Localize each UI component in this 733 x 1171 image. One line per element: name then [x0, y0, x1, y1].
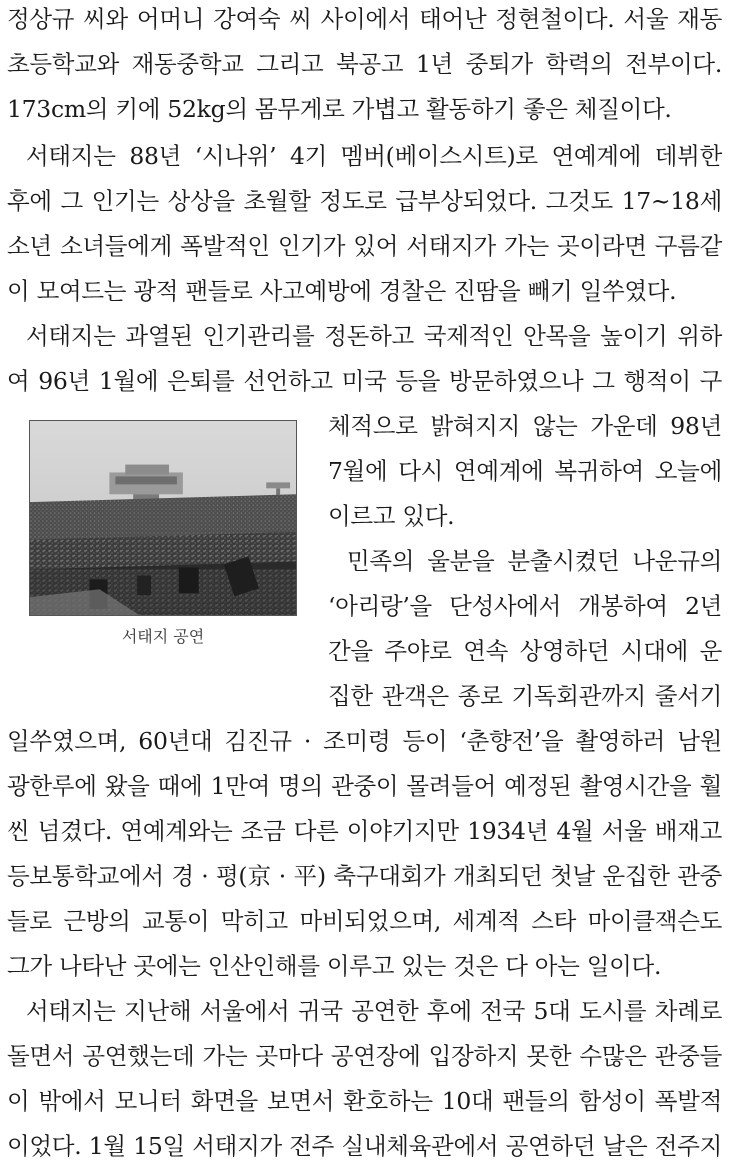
- text-line: 소년 소녀들에게 폭발적인 인기가 있어 서태지가 가는 곳이라면 구름같: [7, 232, 722, 260]
- text-line: 서태지는 지난해 서울에서 귀국 공연한 후에 전국 5대 도시를 차례로: [26, 997, 722, 1025]
- text-line: 일쑤였으며, 60년대 김진규 · 조미령 등이 ‘춘향전’을 촬영하러 남원: [7, 727, 722, 755]
- text-line: 서태지는 88년 ‘시나위’ 4기 멤버(베이스시트)로 연예계에 데뷔한: [26, 142, 722, 170]
- text-line: 광한루에 왔을 때에 1만여 명의 관중이 몰려들어 예정된 촬영시간을 훨: [7, 772, 722, 800]
- text-line: 7월에 다시 연예계에 복귀하여 오늘에: [328, 457, 722, 485]
- text-line: 등보통학교에서 경 · 평(京 · 平) 축구대회가 개최되던 첫날 운집한 관중: [7, 862, 722, 890]
- text-line: 이르고 있다.: [328, 502, 455, 530]
- text-line: ‘아리랑’을 단성사에서 개봉하여 2년: [328, 592, 722, 620]
- text-line: 정상규 씨와 어머니 강여숙 씨 사이에서 태어난 정현철이다. 서울 재동: [7, 5, 722, 33]
- text-line: 이 모여드는 광적 팬들로 사고예방에 경찰은 진땀을 빼기 일쑤였다.: [7, 277, 677, 305]
- text-line: 씬 넘겼다. 연예계와는 조금 다른 이야기지만 1934년 4월 서울 배재고: [7, 817, 722, 845]
- text-line: 173cm의 키에 52kg의 몸무게로 가볍고 활동하기 좋은 체질이다.: [7, 95, 672, 123]
- text-line: 들로 근방의 교통이 막히고 마비되었으며, 세계적 스타 마이클잭슨도: [7, 907, 722, 935]
- concert-photo: [29, 420, 297, 616]
- text-line: 간을 주야로 연속 상영하던 시대에 운: [328, 637, 722, 665]
- figure-caption: 서태지 공연: [121, 627, 205, 646]
- text-line: 이었다. 1월 15일 서태지가 전주 실내체육관에서 공연하던 날은 전주지: [7, 1132, 722, 1160]
- text-line: 초등학교와 재동중학교 그리고 북공고 1년 중퇴가 학력의 전부이다.: [7, 50, 722, 78]
- text-line: 집한 관객은 종로 기독회관까지 줄서기: [328, 682, 722, 710]
- text-line: 돌면서 공연했는데 가는 곳마다 공연장에 입장하지 못한 수많은 관중들: [7, 1042, 722, 1070]
- text-line: 이 밖에서 모니터 화면을 보면서 환호하는 10대 팬들의 함성이 폭발적: [7, 1087, 722, 1115]
- text-line: 후에 그 인기는 상상을 초월할 정도로 급부상되었다. 그것도 17~18세: [7, 187, 722, 215]
- text-line: 민족의 울분을 분출시켰던 나운규의: [347, 547, 722, 575]
- text-line: 체적으로 밝혀지지 않는 가운데 98년: [328, 412, 722, 440]
- text-line: 그가 나타난 곳에는 인산인해를 이루고 있는 것은 다 아는 일이다.: [7, 952, 662, 980]
- text-line: 여 96년 1월에 은퇴를 선언하고 미국 등을 방문하였으나 그 행적이 구: [7, 367, 722, 395]
- text-line: 서태지는 과열된 인기관리를 정돈하고 국제적인 안목을 높이기 위하: [26, 322, 722, 350]
- document-page: [7, 0, 729, 1158]
